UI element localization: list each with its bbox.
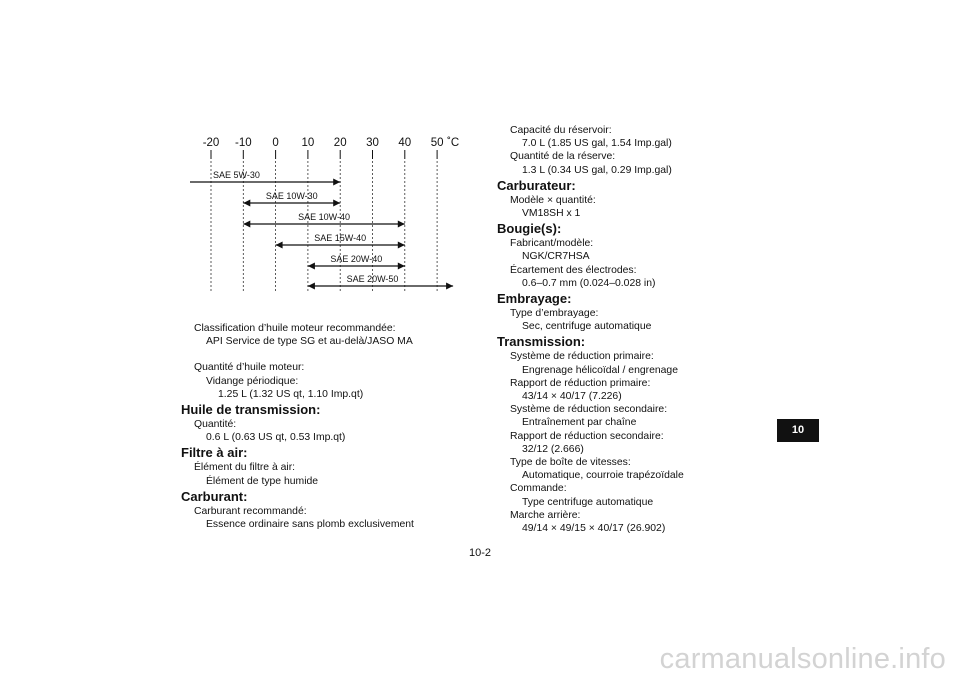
spec-value: 0.6–0.7 mm (0.024–0.028 in) bbox=[522, 277, 656, 289]
spec-value: 1.25 L (1.32 US qt, 1.10 Imp.qt) bbox=[218, 388, 364, 400]
tick-label: 50 bbox=[430, 137, 444, 149]
watermark: carmanualsonline.info bbox=[659, 643, 946, 675]
spec-value: 0.6 L (0.63 US qt, 0.53 Imp.qt) bbox=[206, 432, 346, 444]
tick-label: 0 bbox=[272, 137, 279, 149]
spec-label: Type de boîte de vitesses: bbox=[510, 457, 631, 469]
left-column bbox=[181, 322, 461, 531]
spec-value: Vidange périodique: bbox=[206, 375, 299, 387]
spec-value: Entraînement par chaîne bbox=[522, 417, 637, 429]
tick-label: 40 bbox=[398, 137, 412, 149]
spec-label: Type d’embrayage: bbox=[510, 308, 599, 320]
spec-value: 49/14 × 49/15 × 40/17 (26.902) bbox=[522, 523, 666, 535]
series-label: SAE 20W-50 bbox=[346, 274, 399, 284]
spec-label: Carburant recommandé: bbox=[194, 505, 307, 517]
arrow-right bbox=[398, 242, 405, 249]
spec-value: Engrenage hélicoïdal / engrenage bbox=[522, 364, 678, 376]
tick-label: 10 bbox=[301, 137, 315, 149]
spec-label: Système de réduction secondaire: bbox=[510, 404, 668, 416]
spec-value: NGK/CR7HSA bbox=[522, 251, 590, 263]
spec-value: API Service de type SG et au-delà/JASO MA bbox=[206, 336, 413, 348]
spec-value: Automatique, courroie trapézoïdale bbox=[522, 470, 684, 482]
spec-label: Système de réduction primaire: bbox=[510, 351, 654, 363]
spec-label: Capacité du réservoir: bbox=[510, 125, 612, 136]
spec-label: Écartement des électrodes: bbox=[510, 264, 637, 276]
spec-label: Rapport de réduction primaire: bbox=[510, 377, 651, 389]
spec-label: Quantité d’huile moteur: bbox=[194, 362, 305, 374]
spec-value: Élément de type humide bbox=[206, 475, 319, 487]
spec-label: Élément du filtre à air: bbox=[194, 462, 296, 474]
unit-label: ˚C bbox=[447, 137, 460, 149]
right-column bbox=[497, 124, 777, 535]
series-label: SAE 10W-40 bbox=[298, 212, 350, 222]
section-heading: Embrayage: bbox=[497, 291, 572, 307]
section-heading: Filtre à air: bbox=[181, 445, 248, 461]
section-heading: Transmission: bbox=[497, 334, 586, 350]
section-heading: Carburateur: bbox=[497, 177, 576, 193]
spec-label: Quantité: bbox=[194, 419, 237, 431]
arrow-left bbox=[243, 221, 250, 228]
section-heading: Carburant: bbox=[181, 488, 248, 504]
spec-value: 43/14 × 40/17 (7.226) bbox=[522, 391, 622, 403]
spacer bbox=[181, 348, 461, 361]
arrow-right bbox=[446, 283, 453, 290]
series-label: SAE 5W-30 bbox=[213, 170, 260, 180]
series-label: SAE 10W-30 bbox=[265, 191, 318, 201]
tick-label: 30 bbox=[366, 137, 379, 149]
spec-label: Marche arrière: bbox=[510, 509, 581, 521]
arrow-left bbox=[276, 242, 283, 249]
arrow-left bbox=[308, 283, 315, 290]
spec-label: Fabricant/modèle: bbox=[510, 238, 594, 250]
arrow-left bbox=[308, 263, 315, 270]
arrow-right bbox=[333, 200, 340, 207]
tick-label: -10 bbox=[234, 137, 252, 149]
series-label: SAE 15W-40 bbox=[314, 233, 367, 243]
spec-value: 32/12 (2.666) bbox=[522, 443, 584, 455]
tick-label: 20 bbox=[333, 137, 347, 149]
arrow-right bbox=[398, 221, 405, 228]
spec-label: Commande: bbox=[510, 483, 567, 495]
spec-value: 7.0 L (1.85 US gal, 1.54 Imp.gal) bbox=[522, 138, 672, 150]
spec-value: Essence ordinaire sans plomb exclusivement bbox=[206, 519, 414, 531]
tick-label: -20 bbox=[202, 137, 220, 149]
section-heading: Bougie(s): bbox=[497, 221, 562, 237]
arrow-right bbox=[333, 179, 340, 186]
spec-value: VM18SH x 1 bbox=[522, 208, 581, 220]
spec-value: 1.3 L (0.34 US gal, 0.29 Imp.gal) bbox=[522, 164, 672, 176]
spec-value: Type centrifuge automatique bbox=[522, 496, 654, 508]
spec-label: Quantité de la réserve: bbox=[510, 151, 616, 163]
arrow-left bbox=[243, 200, 250, 207]
section-heading: Huile de transmission: bbox=[181, 402, 321, 418]
spec-label: Classification d’huile moteur recommandée: bbox=[194, 323, 396, 334]
chapter-tab: 10 bbox=[777, 419, 819, 442]
oil-viscosity-chart bbox=[190, 128, 470, 298]
series-label: SAE 20W-40 bbox=[330, 254, 383, 264]
spec-label: Rapport de réduction secondaire: bbox=[510, 430, 664, 442]
page-number: 10-2 bbox=[468, 547, 492, 559]
spec-label: Modèle × quantité: bbox=[510, 194, 596, 206]
arrow-right bbox=[398, 263, 405, 270]
spec-value: Sec, centrifuge automatique bbox=[522, 321, 652, 333]
